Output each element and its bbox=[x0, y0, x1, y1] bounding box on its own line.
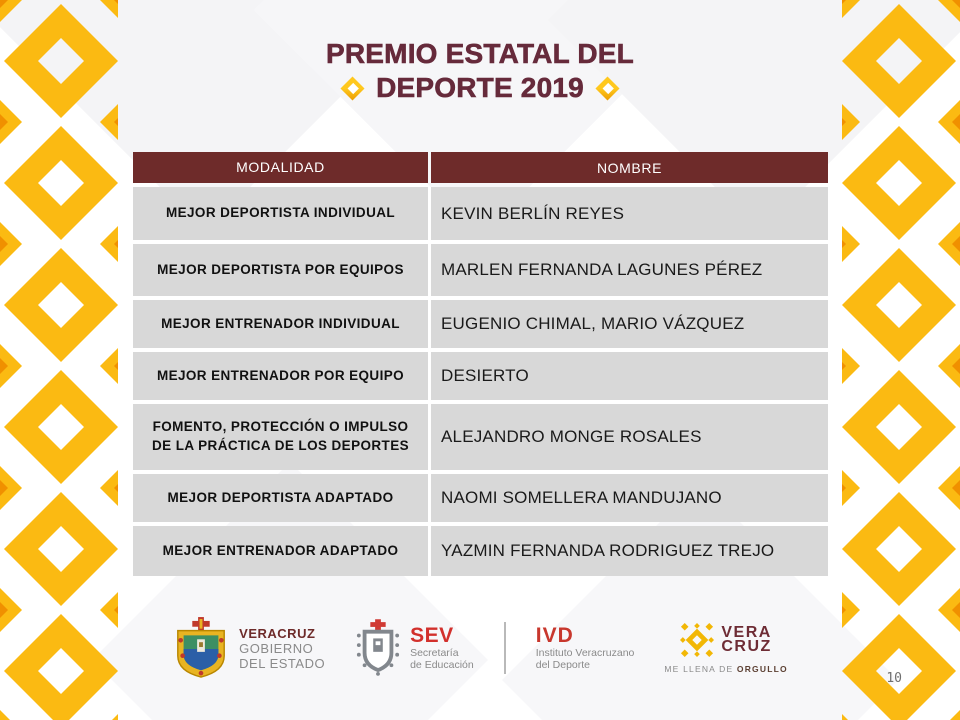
nombre-cell: KEVIN BERLÍN REYES bbox=[431, 187, 828, 240]
logo-sev bbox=[355, 619, 474, 677]
logo-ivd bbox=[536, 625, 635, 671]
modalidad-cell: MEJOR DEPORTISTA POR EQUIPOS bbox=[133, 244, 428, 296]
nombre-cell: NAOMI SOMELLERA MANDUJANO bbox=[431, 474, 828, 522]
nombre-cell: MARLEN FERNANDA LAGUNES PÉREZ bbox=[431, 244, 828, 296]
sev-line2: de Educación bbox=[410, 659, 474, 671]
brand-name-line1: VERA bbox=[721, 624, 772, 641]
sev-shield-icon bbox=[355, 619, 401, 677]
gobierno-line2: GOBIERNO bbox=[239, 640, 314, 656]
header-modalidad: MODALIDAD bbox=[133, 152, 428, 183]
gobierno-line3: DEL ESTADO bbox=[239, 655, 326, 671]
modalidad-cell: MEJOR ENTRENADOR ADAPTADO bbox=[133, 526, 428, 576]
table-row bbox=[133, 526, 828, 576]
gobierno-line1: VERACRUZ bbox=[239, 625, 316, 641]
table-row bbox=[133, 187, 828, 240]
logo-veracruz-brand bbox=[664, 622, 787, 674]
title-line2: DEPORTE 2019 bbox=[376, 72, 584, 103]
greca-border-right-icon bbox=[842, 0, 960, 720]
ivd-text bbox=[536, 625, 635, 671]
modalidad-cell: MEJOR ENTRENADOR INDIVIDUAL bbox=[133, 300, 428, 348]
table-row bbox=[133, 404, 828, 470]
table-row bbox=[133, 352, 828, 400]
table-row bbox=[133, 244, 828, 296]
greca-border-left-icon bbox=[0, 0, 118, 720]
modalidad-cell: MEJOR ENTRENADOR POR EQUIPO bbox=[133, 352, 428, 400]
table-header-row bbox=[133, 152, 828, 183]
brand-name-line2: CRUZ bbox=[721, 638, 772, 655]
table-row bbox=[133, 300, 828, 348]
logo-gobierno-veracruz bbox=[172, 617, 325, 679]
ivd-line1: Instituto Veracruzano bbox=[535, 647, 635, 659]
modalidad-cell: FOMENTO, PROTECCIÓN O IMPULSO DE LA PRÁCTICA DE LOS DEPORTES bbox=[133, 404, 428, 470]
nombre-cell: YAZMIN FERNANDA RODRIGUEZ TREJO bbox=[431, 526, 828, 576]
sev-line1: Secretaría bbox=[410, 647, 459, 659]
slide-title bbox=[140, 38, 820, 104]
diamond-icon bbox=[595, 76, 619, 100]
header-nombre: NOMBRE bbox=[431, 152, 828, 183]
sev-text bbox=[410, 625, 474, 671]
nombre-cell: DESIERTO bbox=[431, 352, 828, 400]
modalidad-cell: MEJOR DEPORTISTA INDIVIDUAL bbox=[133, 187, 428, 240]
diamond-icon bbox=[341, 76, 365, 100]
ivd-acronym: IVD bbox=[535, 624, 574, 647]
nombre-cell: ALEJANDRO MONGE ROSALES bbox=[431, 404, 828, 470]
title-line1: PREMIO ESTATAL DEL bbox=[326, 38, 634, 69]
award-table bbox=[133, 152, 828, 580]
tagline-bold: ORGULLO bbox=[736, 664, 788, 674]
tagline-prefix: ME LLENA DE bbox=[664, 664, 737, 674]
veracruz-coat-of-arms-icon bbox=[172, 617, 230, 679]
veracruz-brand-ornament-icon bbox=[680, 622, 714, 658]
veracruz-brand-name bbox=[721, 626, 771, 654]
sev-acronym: SEV bbox=[410, 624, 454, 647]
footer-logos bbox=[150, 606, 810, 690]
veracruz-brand-tagline bbox=[664, 664, 787, 674]
table-row bbox=[133, 474, 828, 522]
nombre-cell: EUGENIO CHIMAL, MARIO VÁZQUEZ bbox=[431, 300, 828, 348]
gobierno-text bbox=[239, 626, 325, 671]
modalidad-cell: MEJOR DEPORTISTA ADAPTADO bbox=[133, 474, 428, 522]
page-number: 10 bbox=[886, 671, 902, 686]
ivd-line2: del Deporte bbox=[535, 659, 591, 671]
footer-divider bbox=[504, 622, 506, 674]
